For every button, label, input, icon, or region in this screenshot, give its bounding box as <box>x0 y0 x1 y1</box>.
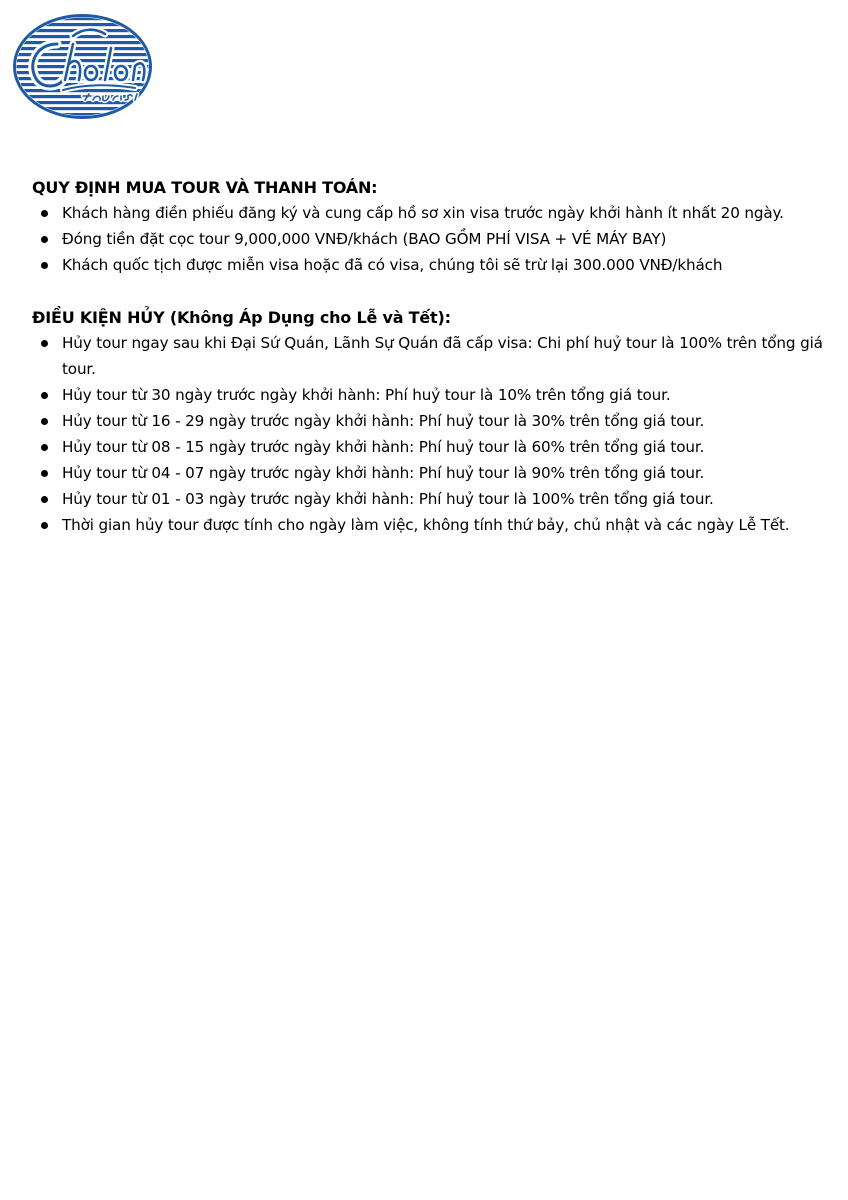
list-item: Đóng tiền đặt cọc tour 9,000,000 VNĐ/khách (BAO GỒM PHÍ VISA + VÉ MÁY BAY) <box>32 226 832 252</box>
document-body <box>32 176 832 566</box>
purchase-payment-section <box>32 176 832 278</box>
list-item: Hủy tour từ 08 - 15 ngày trước ngày khởi hành: Phí huỷ tour là 60% trên tổng giá tour. <box>32 434 832 460</box>
list-item: Thời gian hủy tour được tính cho ngày làm việc, không tính thứ bảy, chủ nhật và các ngày Lễ Tết. <box>32 512 832 538</box>
cancellation-section <box>32 306 832 538</box>
list-item: Hủy tour từ 16 - 29 ngày trước ngày khởi hành: Phí huỷ tour là 30% trên tổng giá tour. <box>32 408 832 434</box>
bullet-list <box>32 330 832 538</box>
cholon-tourist-logo <box>13 14 152 119</box>
list-item: Hủy tour từ 30 ngày trước ngày khởi hành: Phí huỷ tour là 10% trên tổng giá tour. <box>32 382 832 408</box>
bullet-list <box>32 200 832 278</box>
list-item: Khách quốc tịch được miễn visa hoặc đã có visa, chúng tôi sẽ trừ lại 300.000 VNĐ/khách <box>32 252 832 278</box>
logo-icon <box>13 14 152 119</box>
section-title: QUY ĐỊNH MUA TOUR VÀ THANH TOÁN: <box>32 178 378 197</box>
list-item: Hủy tour từ 01 - 03 ngày trước ngày khởi hành: Phí huỷ tour là 100% trên tổng giá tour. <box>32 486 832 512</box>
list-item: Hủy tour ngay sau khi Đại Sứ Quán, Lãnh Sự Quán đã cấp visa: Chi phí huỷ tour là 100% trên tổng giá tour. <box>32 330 832 382</box>
section-title: ĐIỀU KIỆN HỦY (Không Áp Dụng cho Lễ và Tết): <box>32 308 451 327</box>
list-item: Khách hàng điền phiếu đăng ký và cung cấp hồ sơ xin visa trước ngày khởi hành ít nhất 20 ngày. <box>32 200 832 226</box>
list-item: Hủy tour từ 04 - 07 ngày trước ngày khởi hành: Phí huỷ tour là 90% trên tổng giá tour. <box>32 460 832 486</box>
